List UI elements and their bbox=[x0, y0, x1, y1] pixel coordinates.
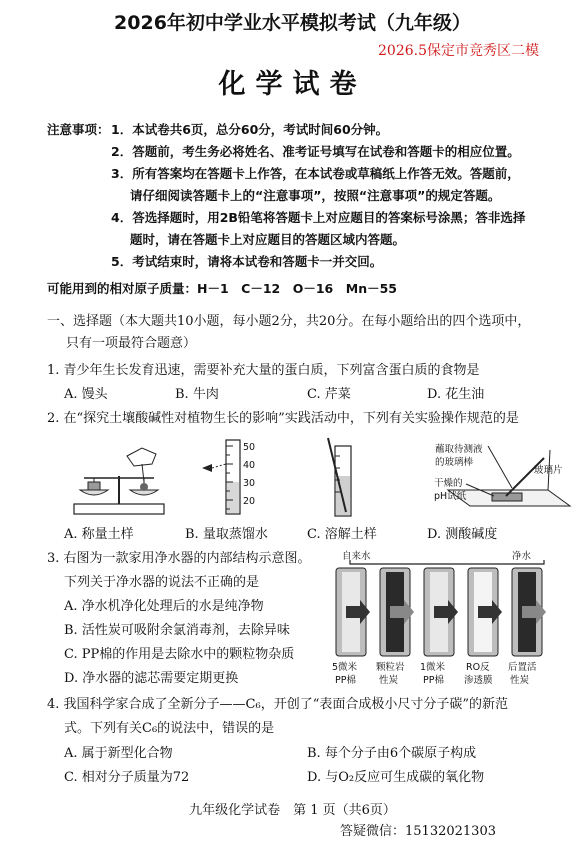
purifier-outlet-label: 净水 bbox=[512, 551, 532, 562]
q4-option-c: C. 相对分子质量为72 bbox=[64, 770, 190, 785]
section-heading: 一、选择题（本大题共10小题，每小题2分，共20分。在每小题给出的四个选项中， bbox=[47, 314, 531, 329]
q3-stem-1: 3. 右图为一款家用净水器的内部结构示意图。 bbox=[47, 551, 311, 566]
q1-option-d: D. 花生油 bbox=[427, 387, 485, 402]
subject-title: 化学试卷 bbox=[218, 69, 367, 100]
note-line-4: 4．答选择题时，用2B铅笔将答题卡上对应题目的答案标号涂黑；答非选择 bbox=[111, 210, 526, 225]
filter-3-line-2: PP棉 bbox=[423, 675, 444, 686]
q4-option-b: B. 每个分子由6个碳原子构成 bbox=[307, 746, 477, 761]
note-line-2: 2．答题前，考生务必将姓名、准考证号填写在试卷和答题卡的相应位置。 bbox=[111, 144, 520, 159]
notes-label: 注意事项： bbox=[47, 122, 110, 137]
note-line-3b: 请仔细阅读答题卡上的“注意事项”，按照“注意事项”的规定答题。 bbox=[130, 188, 501, 203]
filter-3-line-1: 1微米 bbox=[420, 662, 446, 673]
atomic-masses: 可能用到的相对原子质量：H－1 C－12 O－16 Mn－55 bbox=[47, 281, 397, 296]
ph-label-paper-2: pH试纸 bbox=[434, 491, 467, 502]
balance-figure bbox=[72, 438, 167, 518]
cylinder-tick-50: 50 bbox=[243, 442, 256, 453]
q1-option-b: B. 牛肉 bbox=[175, 387, 219, 402]
note-line-3: 3．所有答案均在答题卡上作答，在本试卷或草稿纸上作答无效。答题前， bbox=[111, 166, 520, 181]
filter-2-line-1: 颗粒岩 bbox=[376, 662, 405, 673]
filter-5-line-2: 性炭 bbox=[510, 675, 530, 686]
q4-option-a: A. 属于新型化合物 bbox=[64, 746, 173, 761]
q3-option-b: B. 活性炭可吸附余氯消毒剂，去除异味 bbox=[64, 623, 290, 638]
q2-option-b: B. 量取蒸馏水 bbox=[185, 527, 268, 542]
q1-option-a: A. 馒头 bbox=[64, 387, 108, 402]
page-footer: 九年级化学试卷 第 1 页（共6页） bbox=[189, 803, 396, 818]
filter-4-line-1: RO反 bbox=[466, 662, 490, 673]
note-line-1: 1．本试卷共6页，总分60分，考试时间60分钟。 bbox=[111, 122, 389, 137]
ph-label-rod-1: 蘸取待测液 bbox=[435, 444, 483, 455]
cylinder-tick-30: 30 bbox=[243, 478, 256, 489]
q2-option-a: A. 称量土样 bbox=[64, 527, 134, 542]
q3-option-a: A. 净水机净化处理后的水是纯净物 bbox=[64, 599, 264, 614]
q4-option-d: D. 与O₂反应可生成碳的氧化物 bbox=[307, 770, 485, 785]
note-line-5: 5．考试结束时，请将本试卷和答题卡一并交回。 bbox=[111, 254, 383, 269]
q1-stem: 1. 青少年生长发育迅速，需要补充大量的蛋白质，下列富含蛋白质的食物是 bbox=[47, 363, 480, 378]
filter-4-line-2: 渗透膜 bbox=[464, 675, 493, 686]
filter-5-line-1: 后置活 bbox=[508, 662, 537, 673]
filter-1-line-2: PP棉 bbox=[335, 675, 356, 686]
dissolve-figure bbox=[318, 436, 368, 518]
q4-stem-1: 4. 我国科学家合成了全新分子——C₆，开创了“表面合成极小尺寸分子碳”的新范 bbox=[47, 697, 508, 712]
q2-option-d: D. 测酸碱度 bbox=[427, 527, 498, 542]
ph-label-rod-2: 的玻璃棒 bbox=[435, 457, 474, 468]
filter-1-line-1: 5微米 bbox=[332, 662, 358, 673]
note-line-4b: 题时，请在答题卡上对应题目的答题区域内答题。 bbox=[130, 232, 406, 247]
q2-option-c: C. 溶解土样 bbox=[307, 527, 377, 542]
region-stamp: 2026.5保定市竞秀区二模 bbox=[378, 43, 539, 59]
q4-stem-2: 式。下列有关C₆的说法中，错误的是 bbox=[64, 721, 275, 736]
q3-option-d: D. 净水器的滤芯需要定期更换 bbox=[64, 671, 239, 686]
filter-2-line-2: 性炭 bbox=[379, 675, 399, 686]
purifier-inlet-label: 自来水 bbox=[342, 551, 371, 562]
ph-label-paper-1: 干燥的 bbox=[434, 478, 463, 489]
contact-line: 答疑微信：15132021303 bbox=[340, 824, 496, 839]
cylinder-tick-40: 40 bbox=[243, 460, 256, 471]
q2-stem: 2. 在“探究土壤酸碱性对植物生长的影响”实践活动中，下列有关实验操作规范的是 bbox=[47, 411, 519, 426]
exam-title: 2026年初中学业水平模拟考试（九年级） bbox=[114, 12, 471, 34]
water-purifier-figure bbox=[330, 558, 565, 658]
q3-option-c: C. PP棉的作用是去除水中的颗粒物杂质 bbox=[64, 647, 295, 662]
section-heading-cont: 只有一项最符合题意） bbox=[66, 336, 197, 351]
ph-label-glass: 玻璃片 bbox=[534, 465, 563, 476]
cylinder-tick-20: 20 bbox=[243, 496, 256, 507]
q3-stem-2: 下列关于净水器的说法不正确的是 bbox=[64, 575, 260, 590]
q1-option-c: C. 芹菜 bbox=[307, 387, 351, 402]
